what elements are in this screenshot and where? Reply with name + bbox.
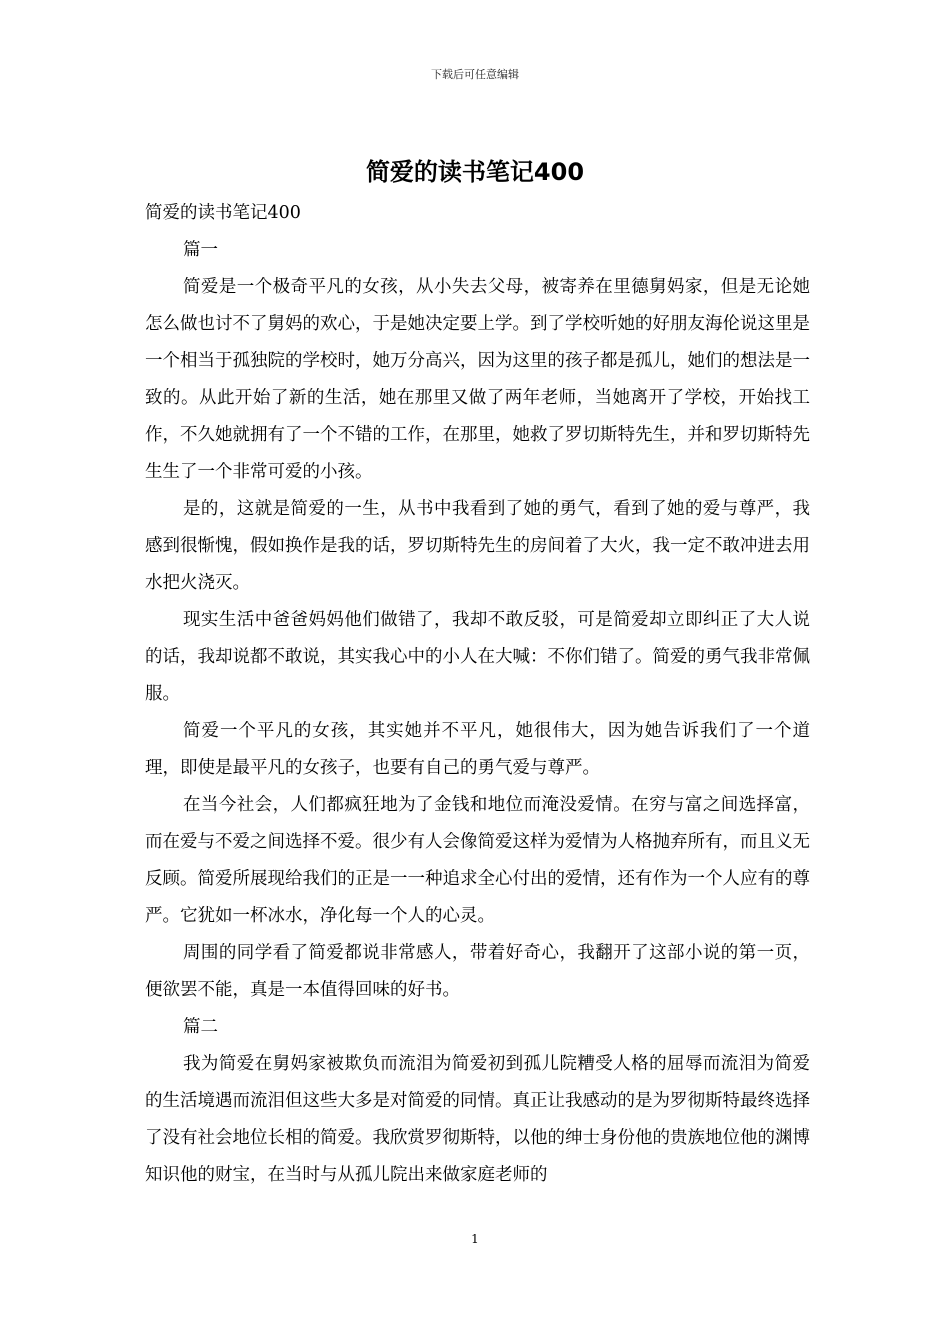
paragraph: 我为简爱在舅妈家被欺负而流泪为简爱初到孤儿院糟受人格的屈辱而流泪为简爱的生活境遇而流泪但这些大多是对简爱的同情。真正让我感动的是为罗彻斯特最终选择了没有社会地位长相的简爱。我欣赏罗彻斯特，以他的绅士身份他的贵族地位他的渊博知识他的财宝，在当时与从孤儿院出来做家庭老师的 <box>145 1054 810 1185</box>
paragraph: 周围的同学看了简爱都说非常感人，带着好奇心，我翻开了这部小说的第一页，便欲罢不能，真是一本值得回味的好书。 <box>145 943 810 1000</box>
page-number: 1 <box>471 1232 479 1246</box>
paragraph: 在当今社会，人们都疯狂地为了金钱和地位而淹没爱情。在穷与富之间选择富，而在爱与不爱之间选择不爱。很少有人会像简爱这样为爱情为人格抛弃所有，而且义无反顾。简爱所展现给我们的正是一一种追求全心付出的爱情，还有作为一个人应有的尊严。它犹如一杯冰水，净化每一个人的心灵。 <box>145 795 810 926</box>
document-body <box>145 195 810 1194</box>
section-heading-2: 篇二 <box>183 1017 218 1037</box>
paragraph: 是的，这就是简爱的一生，从书中我看到了她的勇气，看到了她的爱与尊严，我感到很惭愧，假如换作是我的话，罗切斯特先生的房间着了大火，我一定不敢冲进去用水把火浇灭。 <box>145 499 810 593</box>
document-subtitle: 简爱的读书笔记400 <box>145 203 301 223</box>
paragraph: 简爱是一个极奇平凡的女孩，从小失去父母，被寄养在里德舅妈家，但是无论她怎么做也讨不了舅妈的欢心，于是她决定要上学。到了学校听她的好朋友海伦说这里是一个相当于孤独院的学校时，她万分高兴，因为这里的孩子都是孤儿，她们的想法是一致的。从此开始了新的生活，她在那里又做了两年老师，当她离开了学校，开始找工作，不久她就拥有了一个不错的工作，在那里，她救了罗切斯特先生，并和罗切斯特先生生了一个非常可爱的小孩。 <box>145 277 810 482</box>
page-header-note: 下载后可任意编辑 <box>431 68 519 81</box>
paragraph: 现实生活中爸爸妈妈他们做错了，我却不敢反驳，可是简爱却立即纠正了大人说的话，我却说都不敢说，其实我心中的小人在大喊：不你们错了。简爱的勇气我非常佩服。 <box>145 610 810 704</box>
document-title: 简爱的读书笔记400 <box>365 158 585 186</box>
paragraph: 简爱一个平凡的女孩，其实她并不平凡，她很伟大，因为她告诉我们了一个道理，即使是最平凡的女孩子，也要有自己的勇气爱与尊严。 <box>145 721 810 778</box>
section-heading-1: 篇一 <box>183 240 218 260</box>
